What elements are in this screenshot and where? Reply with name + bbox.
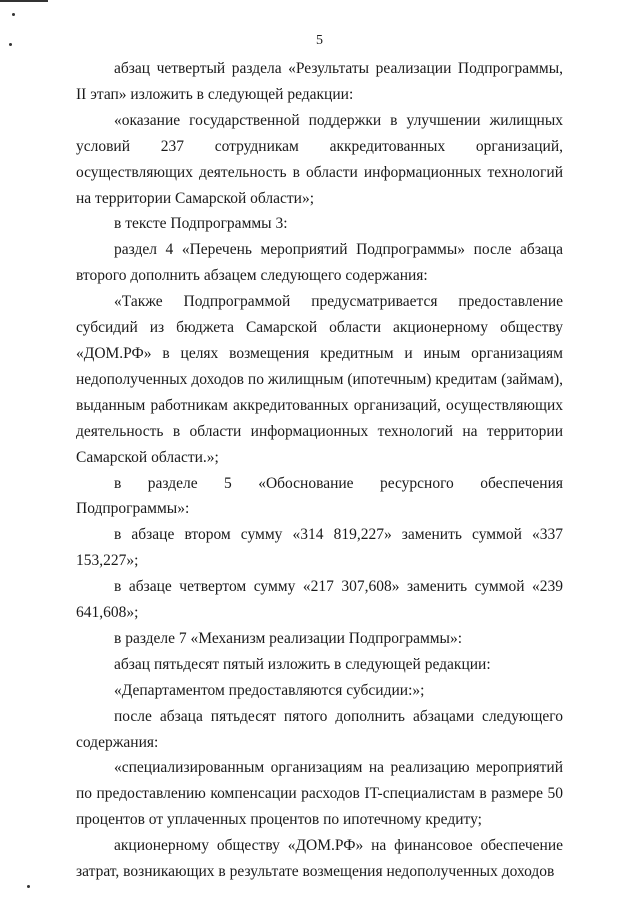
document-body [76, 56, 563, 885]
page-number: 5 [316, 33, 323, 48]
scan-mark-left-3 [27, 885, 30, 888]
paragraph: после абзаца пятьдесят пятого дополнить абзацами следующего содержания: [76, 707, 563, 751]
paragraph: абзац пятьдесят пятый изложить в следующей редакции: [114, 655, 491, 673]
paragraph: «оказание государственной поддержки в улучшении жилищных условий 237 сотрудникам аккредитованных организаций, осуществляющих деятельность в области информационных технологий на территории Самарской области»; [76, 111, 563, 207]
paragraph: в тексте Подпрограммы 3: [114, 215, 288, 233]
paragraph: раздел 4 «Перечень мероприятий Подпрограммы» после абзаца второго дополнить абзацем следующего содержания: [76, 241, 563, 285]
paragraph: «специализированным организациям на реализацию мероприятий по предоставлению компенсации расходов IT-специалистам в размере 50 процентов от уплаченных процентов по ипотечному кредиту; [76, 759, 563, 829]
paragraph: «Департаментом предоставляются субсидии:»; [114, 681, 425, 699]
scan-mark-top [0, 0, 48, 2]
scan-mark-left-1 [12, 13, 15, 16]
paragraph: в разделе 5 «Обоснование ресурсного обеспечения Подпрограммы»: [76, 474, 563, 518]
paragraph: акционерному обществу «ДОМ.РФ» на финансовое обеспечение затрат, возникающих в результате возмещения недополученных доходов [76, 837, 563, 881]
paragraph: абзац четвертый раздела «Результаты реализации Подпрограммы, II этап» изложить в следующей редакции: [76, 60, 563, 103]
paragraph: в разделе 7 «Механизм реализации Подпрограммы»: [114, 629, 463, 647]
paragraph: «Также Подпрограммой предусматривается предоставление субсидий из бюджета Самарской области акционерному обществу «ДОМ.РФ» в целях возмещения кредитным и иным организациям недополученных доходов по жилищным (ипотечным) кредитам (займам), выданным работникам аккредитованных организаций, осуществляющих деятельность в области информационных технологий на территории Самарской области.»; [76, 293, 563, 466]
paragraph: в абзаце четвертом сумму «217 307,608» заменить суммой «239 641,608»; [76, 578, 563, 622]
paragraph: в абзаце втором сумму «314 819,227» заменить суммой «337 153,227»; [76, 526, 563, 570]
